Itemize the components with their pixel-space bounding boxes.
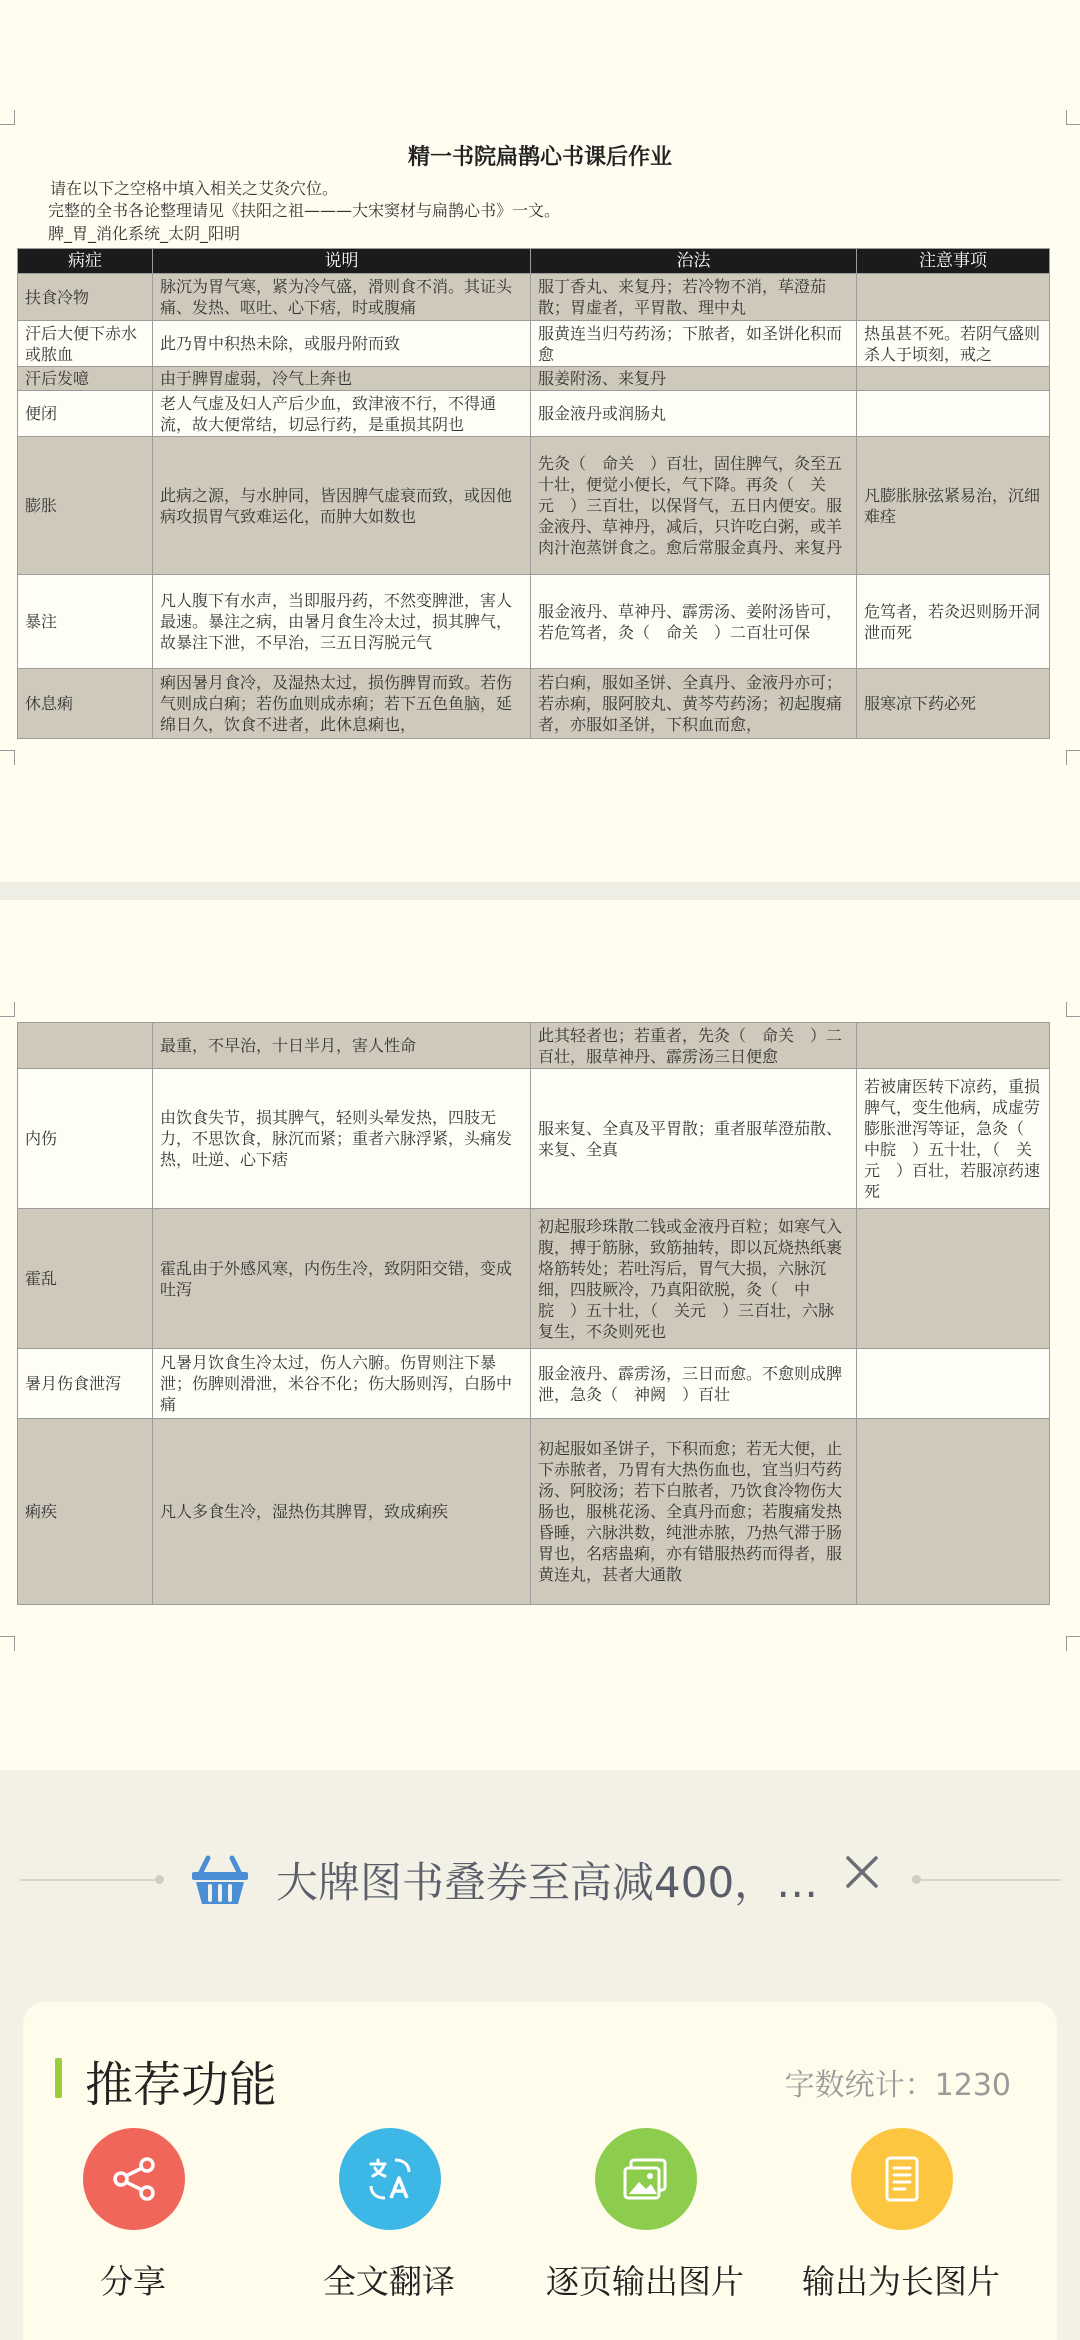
image-icon-circle bbox=[595, 2128, 697, 2230]
share-icon bbox=[109, 2154, 159, 2204]
page-corner-mark bbox=[1066, 1002, 1080, 1017]
table-row bbox=[18, 437, 1050, 575]
cell-disease: 扶食冷物 bbox=[18, 274, 153, 321]
cell-description: 此乃胃中积热未除，或服丹附而致 bbox=[153, 321, 531, 367]
cell-disease: 内伤 bbox=[18, 1069, 153, 1209]
cell-treatment: 初起服如圣饼子，下积而愈；若无大便，止下赤脓者，乃胃有大热伤血也，宜当归芍药汤、阿胶汤；若下白脓者，乃饮食冷物伤大肠也，服桃花汤、全真丹而愈；若腹痛发热昏睡，六脉洪数，纯泄赤脓，乃热气滞于肠胃也，名痞蛊痢，亦有错服热药而得者，服黄连丸，甚者大通散 bbox=[531, 1419, 857, 1605]
table-row bbox=[18, 1419, 1050, 1605]
document-title: 精一书院扁鹊心书课后作业 bbox=[407, 145, 672, 170]
cell-disease: 暑月伤食泄泻 bbox=[18, 1349, 153, 1419]
cell-treatment: 此其轻者也；若重者，先灸（ 命关 ）二百壮，服草神丹、霹雳汤三日便愈 bbox=[531, 1023, 857, 1069]
table-row bbox=[18, 575, 1050, 669]
document-page-1 bbox=[0, 0, 1080, 882]
cell-notes bbox=[857, 1209, 1050, 1349]
cell-notes bbox=[857, 367, 1050, 391]
cell-disease: 暴注 bbox=[18, 575, 153, 669]
translate-icon-circle bbox=[339, 2128, 441, 2230]
cell-description: 凡暑月饮食生冷太过，伤人六腑。伤胃则注下暴泄；伤脾则滑泄，米谷不化；伤大肠则泻，白肠中痛 bbox=[153, 1349, 531, 1419]
panel-title: 推荐功能 bbox=[85, 2057, 278, 2113]
cell-disease: 痢疾 bbox=[18, 1419, 153, 1605]
document-icon-circle bbox=[851, 2128, 953, 2230]
page-separator bbox=[0, 882, 1080, 900]
cell-description: 痢因暑月食冷，及湿热太过，损伤脾胃而致。若伤气则成白痢；若伤血则成赤痢；若下五色鱼脑，延绵日久，饮食不进者，此休息痢也， bbox=[153, 669, 531, 739]
banner-divider bbox=[20, 1879, 155, 1881]
cell-notes bbox=[857, 1419, 1050, 1605]
cell-description: 凡人多食生冷，湿热伤其脾胃，致成痢疾 bbox=[153, 1419, 531, 1605]
cell-notes bbox=[857, 1023, 1050, 1069]
banner-divider bbox=[921, 1879, 1061, 1881]
page-corner-mark bbox=[0, 110, 15, 125]
table-row bbox=[18, 274, 1050, 321]
title-accent-bar bbox=[55, 2058, 62, 2098]
cell-disease: 汗后大便下赤水或脓血 bbox=[18, 321, 153, 367]
banner-dot bbox=[155, 1875, 164, 1884]
cell-disease bbox=[18, 1023, 153, 1069]
close-icon[interactable] bbox=[840, 1850, 884, 1894]
cell-notes: 热虽甚不死。若阴气盛则杀人于顷刻，戒之 bbox=[857, 321, 1050, 367]
page-corner-mark bbox=[0, 1002, 15, 1017]
cell-treatment: 服黄连当归芍药汤；下脓者，如圣饼化积而愈 bbox=[531, 321, 857, 367]
header-notes: 注意事项 bbox=[857, 249, 1050, 274]
page-corner-mark bbox=[1066, 110, 1080, 125]
cell-notes: 服寒凉下药必死 bbox=[857, 669, 1050, 739]
share-button[interactable] bbox=[33, 2124, 233, 2304]
cell-treatment: 服姜附汤、来复丹 bbox=[531, 367, 857, 391]
translate-label: 全文翻译 bbox=[323, 2262, 455, 2301]
banner-dot bbox=[912, 1875, 921, 1884]
table-page-2 bbox=[17, 1022, 1050, 1605]
header-treatment: 治法 bbox=[531, 249, 857, 274]
cell-description: 老人气虚及妇人产后少血，致津液不行，不得通流，故大便常结，切忌行药，是重损其阴也 bbox=[153, 391, 531, 437]
basket-icon bbox=[190, 1852, 250, 1908]
page-corner-mark bbox=[0, 1636, 15, 1651]
cell-disease: 汗后发噫 bbox=[18, 367, 153, 391]
cell-treatment: 服金液丹或润肠丸 bbox=[531, 391, 857, 437]
export-long-image-label: 输出为长图片 bbox=[802, 2262, 1000, 2301]
word-count: 字数统计：1230 bbox=[784, 2068, 1011, 2103]
cell-description: 此病之源，与水肿同，皆因脾气虚衰而致，或因他病攻损胃气致难运化，而肿大如数也 bbox=[153, 437, 531, 575]
page-corner-mark bbox=[1066, 1636, 1080, 1651]
translate-icon bbox=[365, 2154, 415, 2204]
cell-description: 脉沉为胃气寒，紧为冷气盛，滑则食不消。其证头痛、发热、呕吐、心下痞，时或腹痛 bbox=[153, 274, 531, 321]
banner-text: 大牌图书叠券至高减400，… bbox=[276, 1858, 819, 1907]
cell-notes: 危笃者，若灸迟则肠开洞泄而死 bbox=[857, 575, 1050, 669]
header-disease: 病症 bbox=[18, 249, 153, 274]
cell-treatment: 初起服珍珠散二钱或金液丹百粒；如寒气入腹，搏于筋脉，致筋抽转，即以瓦烧热纸裹烙筋转处；若吐泻后，胃气大损，六脉沉细，四肢厥冷，乃真阳欲脱，灸（ 中脘 ）五十壮，（ 关元 ）三百壮，六脉复生，不灸则死也 bbox=[531, 1209, 857, 1349]
cell-description: 霍乱由于外感风寒，内伤生冷，致阴阳交错，变成吐泻 bbox=[153, 1209, 531, 1349]
header-description: 说明 bbox=[153, 249, 531, 274]
cell-notes: 若被庸医转下凉药，重损脾气，变生他病，成虚劳膨胀泄泻等证，急灸（ 中脘 ）五十壮，（ 关元 ）百壮，若服凉药速死 bbox=[857, 1069, 1050, 1209]
export-pages-as-images-button[interactable] bbox=[545, 2124, 745, 2304]
image-icon bbox=[621, 2154, 671, 2204]
cell-description: 由饮食失节，损其脾气，轻则头晕发热，四肢无力，不思饮食，脉沉而紧；重者六脉浮紧，头痛发热，吐逆、心下痞 bbox=[153, 1069, 531, 1209]
cell-description: 凡人腹下有水声，当即服丹药，不然变脾泄，害人最速。暴注之病，由暑月食生冷太过，损其脾气，故暴注下泄，不早治，三五日泻脱元气 bbox=[153, 575, 531, 669]
page-corner-mark bbox=[0, 750, 15, 765]
export-long-image-button[interactable] bbox=[801, 2124, 1001, 2304]
intro-instruction: 请在以下之空格中填入相关之艾灸穴位。 bbox=[50, 179, 339, 198]
document-page-2 bbox=[0, 900, 1080, 1770]
table-row bbox=[18, 321, 1050, 367]
cell-treatment: 服来复、全真及平胃散；重者服荜澄茄散、来复、全真 bbox=[531, 1069, 857, 1209]
table-row bbox=[18, 669, 1050, 739]
table-row bbox=[18, 391, 1050, 437]
page-corner-mark bbox=[1066, 750, 1080, 765]
table-header-row bbox=[18, 249, 1050, 274]
cell-disease: 膨胀 bbox=[18, 437, 153, 575]
translate-button[interactable] bbox=[289, 2124, 489, 2304]
export-pages-label: 逐页输出图片 bbox=[546, 2262, 744, 2301]
cell-disease: 霍乱 bbox=[18, 1209, 153, 1349]
cell-notes bbox=[857, 391, 1050, 437]
recommended-functions-panel bbox=[23, 2002, 1057, 2340]
table-row bbox=[18, 1349, 1050, 1419]
section-subtitle: 脾_胃_消化系统_太阴_阳明 bbox=[48, 224, 241, 243]
cell-notes: 凡膨胀脉弦紧易治，沉细难痊 bbox=[857, 437, 1050, 575]
intro-reference: 完整的全书各论整理请见《扶阳之祖———大宋窦材与扁鹊心书》一文。 bbox=[48, 201, 561, 220]
table-page-1 bbox=[17, 248, 1050, 739]
share-icon-circle bbox=[83, 2128, 185, 2230]
table-row bbox=[18, 367, 1050, 391]
cell-treatment: 服丁香丸、来复丹；若冷物不消，荜澄茄散；胃虚者，平胃散、理中丸 bbox=[531, 274, 857, 321]
promo-banner[interactable] bbox=[0, 1830, 1080, 1930]
cell-treatment: 若白痢，服如圣饼、全真丹、金液丹亦可；若赤痢，服阿胶丸、黄芩芍药汤；初起腹痛者，亦服如圣饼，下积血而愈， bbox=[531, 669, 857, 739]
cell-treatment: 服金液丹、霹雳汤，三日而愈。不愈则成脾泄，急灸（ 神阙 ）百壮 bbox=[531, 1349, 857, 1419]
share-label: 分享 bbox=[100, 2262, 166, 2301]
cell-disease: 休息痢 bbox=[18, 669, 153, 739]
cell-notes bbox=[857, 1349, 1050, 1419]
table-row bbox=[18, 1023, 1050, 1069]
cell-notes bbox=[857, 274, 1050, 321]
document-icon bbox=[877, 2154, 927, 2204]
table-row bbox=[18, 1069, 1050, 1209]
cell-treatment: 服金液丹、草神丹、霹雳汤、姜附汤皆可，若危笃者，灸（ 命关 ）二百壮可保 bbox=[531, 575, 857, 669]
cell-treatment: 先灸（ 命关 ）百壮，固住脾气，灸至五十壮，便觉小便长，气下降。再灸（ 关元 ）三百壮，以保肾气，五日内便安。服金液丹、草神丹，减后，只许吃白粥，或羊肉汁泡蒸饼食之。愈后常服金真丹、来复丹 bbox=[531, 437, 857, 575]
cell-disease: 便闭 bbox=[18, 391, 153, 437]
table-row bbox=[18, 1209, 1050, 1349]
cell-description: 最重，不早治，十日半月，害人性命 bbox=[153, 1023, 531, 1069]
cell-description: 由于脾胃虚弱，冷气上奔也 bbox=[153, 367, 531, 391]
